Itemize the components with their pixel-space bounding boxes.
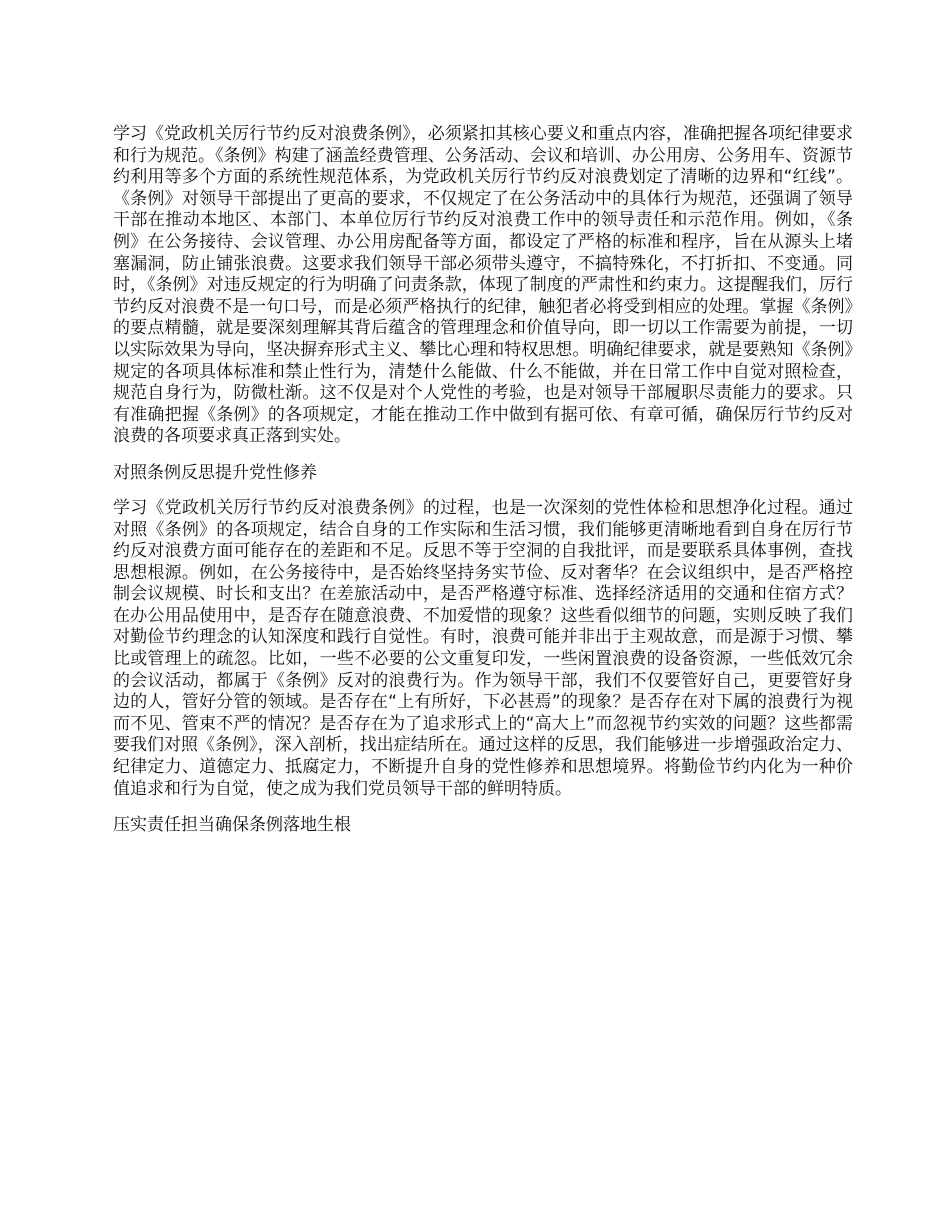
section-heading-responsibility: 压实责任担当确保条例落地生根 bbox=[113, 815, 351, 836]
paragraph-reflection: 学习《党政机关厉行节约反对浪费条例》的过程，也是一次深刻的党性体检和思想净化过程。通过对照《条例》的各项规定，结合自身的工作实际和生活习惯，我们能够更清晰地看到自身在厉行节约反对浪费方面可能存在的差距和不足。反思不等于空洞的自我批评，而是要联系具体事例，查找思想根源。例如，在公务接待中，是否始终坚持务实节俭、反对奢华？在会议组织中，是否严格控制会议规模、时长和支出？在差旅活动中，是否严格遵守标准、选择经济适用的交通和住宿方式？在办公用品使用中，是否存在随意浪费、不加爱惜的现象？这些看似细节的问题，实则反映了我们对勤俭节约理念的认知深度和践行自觉性。有时，浪费可能并非出于主观故意，而是源于习惯、攀比或管理上的疏忽。比如，一些不必要的公文重复印发，一些闲置浪费的设备资源，一些低效冗余的会议活动，都属于《条例》反对的浪费行为。作为领导干部，我们不仅要管好自己，更要管好身边的人，管好分管的领域。是否存在“上有所好，下必甚焉”的现象？是否存在对下属的浪费行为视而不见、管束不严的情况？是否存在为了追求形式上的“高大上”而忽视节约实效的问题？这些都需要我们对照《条例》，深入剖析，找出症结所在。通过这样的反思，我们能够进一步增强政治定力、纪律定力、道德定力、抵腐定力，不断提升自身的党性修养和思想境界。将勤俭节约内化为一种价值追求和行为自觉，使之成为我们党员领导干部的鲜明特质。 bbox=[113, 497, 853, 799]
document-body bbox=[113, 124, 853, 850]
paragraph-grasp-regulations: 学习《党政机关厉行节约反对浪费条例》，必须紧扣其核心要义和重点内容，准确把握各项纪律要求和行为规范。《条例》构建了涵盖经费管理、公务活动、会议和培训、办公用房、公务用车、资源节约利用等多个方面的系统性规范体系，为党政机关厉行节约反对浪费划定了清晰的边界和“红线”。《条例》对领导干部提出了更高的要求，不仅规定了在公务活动中的具体行为规范，还强调了领导干部在推动本地区、本部门、本单位厉行节约反对浪费工作中的领导责任和示范作用。例如，《条例》在公务接待、会议管理、办公用房配备等方面，都设定了严格的标准和程序，旨在从源头上堵塞漏洞，防止铺张浪费。这要求我们领导干部必须带头遵守，不搞特殊化，不打折扣、不变通。同时，《条例》对违反规定的行为明确了问责条款，体现了制度的严肃性和约束力。这提醒我们，厉行节约反对浪费不是一句口号，而是必须严格执行的纪律，触犯者必将受到相应的处理。掌握《条例》的要点精髓，就是要深刻理解其背后蕴含的管理理念和价值导向，即一切以工作需要为前提，一切以实际效果为导向，坚决摒弃形式主义、攀比心理和特权思想。明确纪律要求，就是要熟知《条例》规定的各项具体标准和禁止性行为，清楚什么能做、什么不能做，并在日常工作中自觉对照检查，规范自身行为，防微杜渐。这不仅是对个人党性的考验，也是对领导干部履职尽责能力的要求。只有准确把握《条例》的各项规定，才能在推动工作中做到有据可依、有章可循，确保厉行节约反对浪费的各项要求真正落到实处。 bbox=[113, 124, 853, 447]
section-heading-reflection: 对照条例反思提升党性修养 bbox=[113, 462, 317, 483]
